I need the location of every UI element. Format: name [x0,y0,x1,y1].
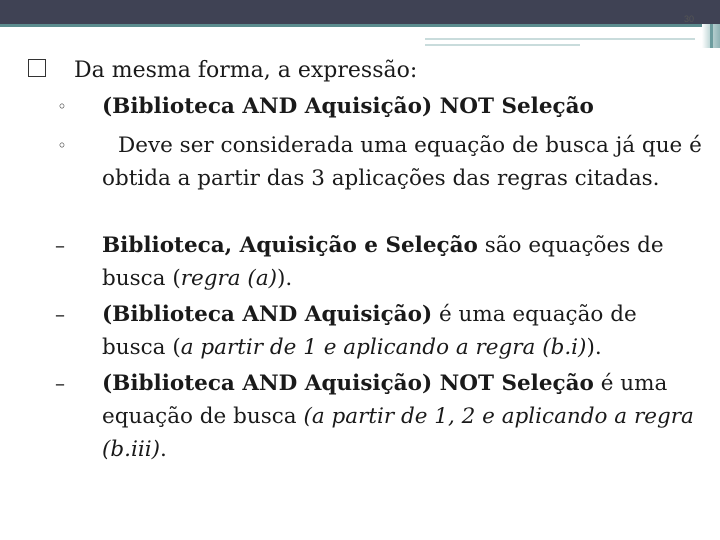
small-circle-icon: ◦ [57,136,67,155]
list-item [55,367,702,466]
checkbox-square-icon [28,59,46,77]
item-italic: regra (a) [180,266,278,291]
item-bold: (Biblioteca AND Aquisição) [102,302,433,327]
item-tail: . [160,437,167,462]
small-circle-icon: ◦ [57,97,67,116]
heading-bullet [28,56,417,86]
corner-decoration-bar [710,24,713,48]
item-italic: a partir de 1 e aplicando a regra (b.i) [180,335,587,360]
item-tail: ). [277,266,293,291]
item-text: é uma equação de busca [102,371,668,429]
dash-icon: – [55,371,65,395]
list-item [57,129,702,195]
expression-text: (Biblioteca AND Aquisição) NOT Seleção [102,94,594,119]
item-bold: (Biblioteca AND Aquisição) NOT Seleção [102,371,594,396]
list-item [57,90,702,123]
dash-icon: – [55,233,65,257]
page-number: 30 [683,14,694,24]
item-text: são equações de busca ( [102,233,664,291]
accent-line [0,24,702,27]
list-item [55,298,702,364]
accent-line-thin [425,38,695,40]
item-bold: Biblioteca, Aquisição e Seleção [102,233,478,258]
heading-text: Da mesma forma, a expressão: [74,58,418,83]
item-text: Deve ser considerada uma equação de busca já que é obtida a partir das 3 aplicações das regras citadas. [102,133,702,191]
item-italic: (a partir de 1, 2 e aplicando a regra (b.iii) [102,404,694,462]
item-text: é uma equação de busca ( [102,302,637,360]
top-bar [0,0,720,24]
accent-line-thin-short [425,44,580,46]
item-tail: ). [586,335,602,360]
list-item [55,229,702,295]
dash-icon: – [55,302,65,326]
